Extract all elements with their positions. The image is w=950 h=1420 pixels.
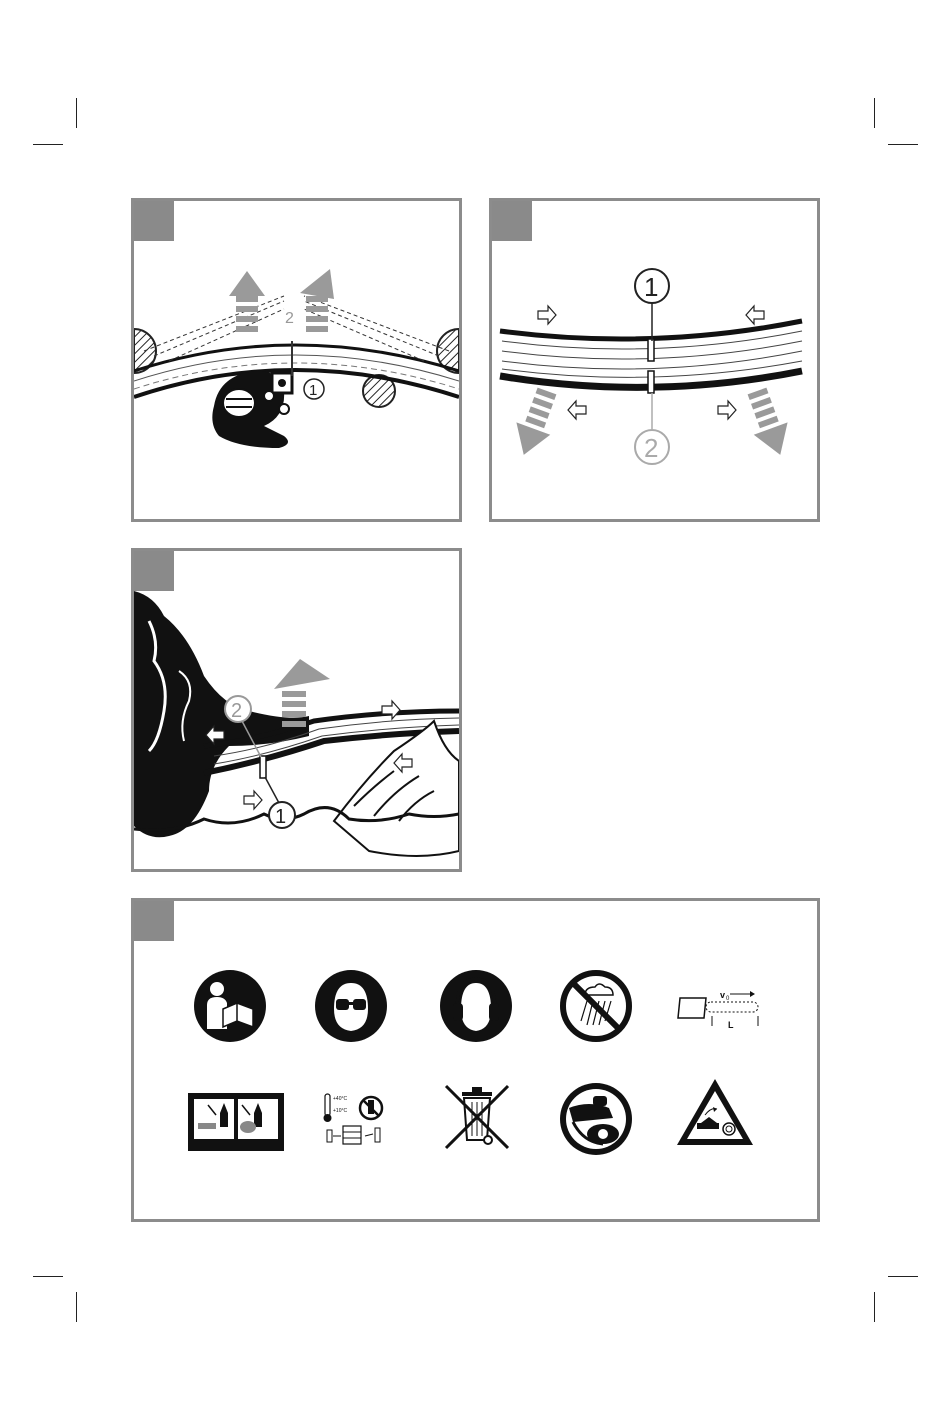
storage-temperature-icon bbox=[321, 1090, 385, 1148]
cut-marker-2: 2 bbox=[285, 310, 294, 327]
figure-panel-c bbox=[131, 548, 462, 872]
cut-marker-1: 1 bbox=[644, 272, 659, 302]
figure-panel-b bbox=[489, 198, 820, 522]
length-label: L bbox=[728, 1020, 734, 1030]
kickback-warning-icon bbox=[673, 1075, 757, 1149]
cut-marker-1: 1 bbox=[275, 806, 287, 828]
crop-mark bbox=[33, 1276, 63, 1277]
crop-mark bbox=[33, 144, 63, 145]
ear-protection-icon bbox=[439, 969, 513, 1043]
figure-tab bbox=[134, 901, 174, 941]
crop-mark bbox=[874, 98, 875, 128]
crop-mark bbox=[888, 1276, 918, 1277]
no-rain-icon bbox=[559, 969, 633, 1043]
figure-c-illustration bbox=[134, 551, 459, 869]
operator-silhouette bbox=[212, 371, 292, 448]
crop-mark bbox=[888, 144, 918, 145]
cut-marker-1: 1 bbox=[309, 382, 318, 399]
two-hand-operation-icon bbox=[559, 1082, 633, 1156]
speed-label: v bbox=[720, 990, 726, 1000]
temp-min-label: +10°C bbox=[333, 1108, 348, 1114]
speed-subscript: 0 bbox=[726, 996, 730, 1002]
figure-b-illustration bbox=[492, 201, 817, 519]
crop-mark bbox=[874, 1292, 875, 1322]
chain-tension-pictogram bbox=[188, 1093, 284, 1151]
eye-protection-icon bbox=[314, 969, 388, 1043]
temp-max-label: +40°C bbox=[333, 1096, 348, 1102]
safety-symbols-panel bbox=[131, 898, 820, 1222]
read-manual-icon bbox=[193, 969, 267, 1043]
weee-crossed-bin-icon bbox=[442, 1082, 512, 1152]
cut-marker-2: 2 bbox=[231, 700, 243, 722]
cut-marker-2: 2 bbox=[644, 433, 659, 463]
chain-speed-icon bbox=[676, 988, 766, 1030]
figure-a-illustration bbox=[134, 201, 459, 519]
crop-mark bbox=[76, 1292, 77, 1322]
figure-tab bbox=[134, 551, 174, 591]
figure-panel-a bbox=[131, 198, 462, 522]
crop-mark bbox=[76, 98, 77, 128]
